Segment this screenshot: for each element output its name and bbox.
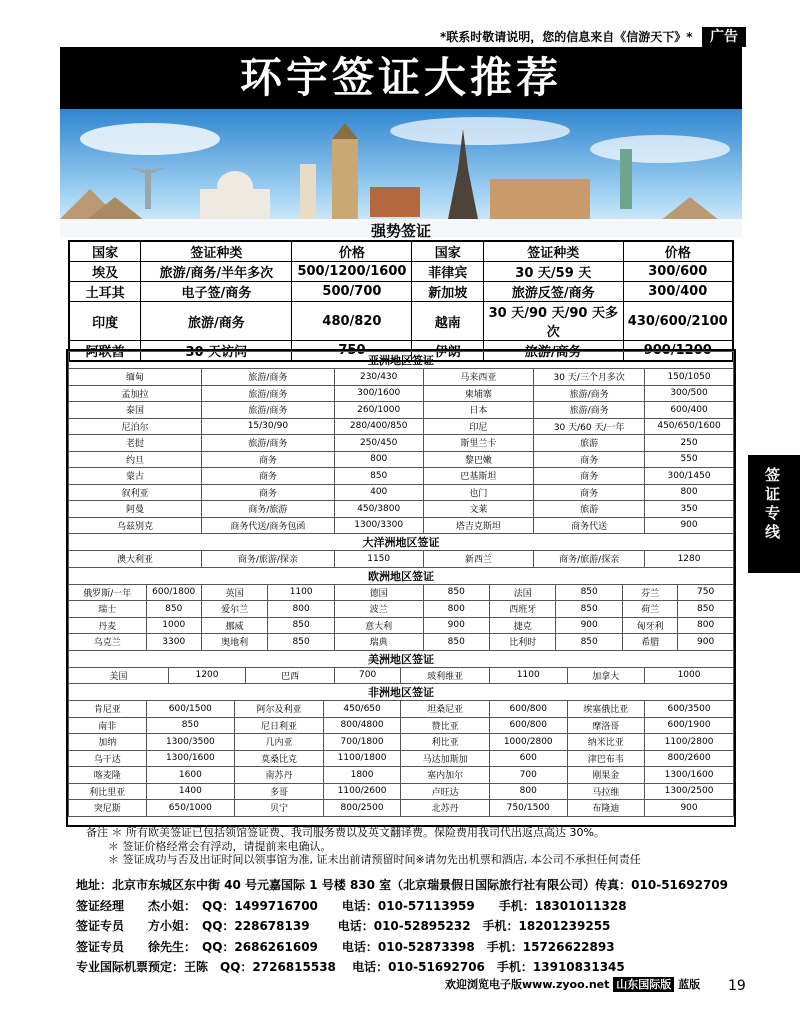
table-cell: 600 <box>489 750 567 767</box>
table-cell: 丹麦 <box>69 617 147 634</box>
notes <box>86 826 641 867</box>
table-cell: 300/600 <box>623 262 733 282</box>
table-cell: 700 <box>489 767 567 784</box>
strong-visa-table <box>68 240 734 362</box>
column-header: 签证种类 <box>141 241 292 262</box>
table-cell: 澳大利亚 <box>69 551 202 568</box>
table-cell: 600/1800 <box>146 584 201 601</box>
table-cell: 旅游/商务 <box>534 402 645 419</box>
table-cell: 芬兰 <box>622 584 677 601</box>
table-cell: 1000/2800 <box>489 734 567 751</box>
table-cell: 希腊 <box>622 634 677 651</box>
table-cell: 尼日利亚 <box>235 717 324 734</box>
table-cell: 900 <box>556 617 622 634</box>
table-cell: 1400 <box>146 783 235 800</box>
table-row <box>69 783 734 800</box>
table-cell: 黎巴嫩 <box>423 451 534 468</box>
table-cell: 商务/旅游 <box>201 501 334 518</box>
table-row <box>69 501 734 518</box>
contact-line: 签证经理 杰小姐： QQ：1499716700 电话：010-57113959 手机：18301011328 <box>76 898 627 913</box>
table-row <box>69 617 734 634</box>
table-cell: 850 <box>334 468 423 485</box>
table-cell: 900 <box>645 800 734 817</box>
table-cell: 1150 <box>334 551 423 568</box>
table-cell: 意大利 <box>334 617 423 634</box>
footer <box>445 976 700 992</box>
oceania-section-title: 大洋洲地区签证 <box>69 534 734 551</box>
table-cell: 商务 <box>534 468 645 485</box>
table-cell: 马来西亚 <box>423 369 534 386</box>
table-cell: 塔吉克斯坦 <box>423 517 534 534</box>
table-row <box>69 468 734 485</box>
column-header: 签证种类 <box>484 241 623 262</box>
table-cell: 北苏丹 <box>401 800 490 817</box>
table-row <box>69 734 734 751</box>
table-cell: 瑞典 <box>334 634 423 651</box>
table-cell: 3300 <box>146 634 201 651</box>
table-cell: 旅游 <box>534 501 645 518</box>
europe-section-title: 欧洲地区签证 <box>69 567 734 584</box>
table-row <box>69 634 734 651</box>
table-row <box>69 767 734 784</box>
table-cell: 900 <box>423 617 489 634</box>
table-cell: 800/2500 <box>323 800 401 817</box>
table-cell: 印尼 <box>423 418 534 435</box>
table-cell: 商务 <box>534 451 645 468</box>
table-cell: 旅游 <box>534 435 645 452</box>
table-cell: 1300/2500 <box>645 783 734 800</box>
table-header-row <box>69 241 733 262</box>
table-cell: 巴基斯坦 <box>423 468 534 485</box>
table-cell: 300/1450 <box>645 468 734 485</box>
table-cell: 450/3800 <box>334 501 423 518</box>
note-line: 备注 ＊ 所有欧美签证已包括领馆签证费、我司服务费以及英文翻译费。保险费用我司代出返点高达 30%。 <box>86 826 605 839</box>
table-cell: 菲律宾 <box>412 262 484 282</box>
table-cell: 约旦 <box>69 451 202 468</box>
table-cell: 750/1500 <box>489 800 567 817</box>
edition-label: 蓝版 <box>678 978 701 991</box>
table-cell: 1100/1800 <box>323 750 401 767</box>
table-cell: 阿曼 <box>69 501 202 518</box>
table-cell: 挪威 <box>201 617 267 634</box>
table-cell: 450/650/1600 <box>645 418 734 435</box>
table-cell: 商务/旅游/探亲 <box>201 551 334 568</box>
table-cell: 250/450 <box>334 435 423 452</box>
table-cell: 850 <box>423 584 489 601</box>
table-cell: 600/1500 <box>146 701 235 718</box>
table-cell: 旅游/商务 <box>484 341 623 362</box>
table-cell: 900 <box>678 634 734 651</box>
table-cell: 旅游反签/商务 <box>484 282 623 302</box>
table-cell: 旅游/商务 <box>201 385 334 402</box>
table-cell: 孟加拉 <box>69 385 202 402</box>
table-cell: 土耳其 <box>69 282 141 302</box>
table-cell: 800 <box>423 601 489 618</box>
page-number: 19 <box>728 978 746 994</box>
table-row <box>69 302 733 341</box>
table-cell: 乌兹别克 <box>69 517 202 534</box>
table-cell: 玻利维亚 <box>401 667 490 684</box>
table-row <box>69 800 734 817</box>
table-cell: 俄罗斯/一年 <box>69 584 147 601</box>
table-cell: 280/400/850 <box>334 418 423 435</box>
table-cell: 850 <box>268 634 334 651</box>
address-line: 地址：北京市东城区东中街 40 号元嘉国际 1 号楼 830 室（北京瑞景假日国际旅行社有限公司）传真：010-51692709 <box>76 878 728 892</box>
table-cell: 1280 <box>645 551 734 568</box>
table-cell: 850 <box>678 601 734 618</box>
table-cell: 斯里兰卡 <box>423 435 534 452</box>
table-cell: 850 <box>556 584 622 601</box>
table-cell: 旅游/商务/半年多次 <box>141 262 292 282</box>
africa-section-title: 非洲地区签证 <box>69 684 734 701</box>
table-cell: 1100 <box>489 667 567 684</box>
table-cell: 商务/旅游/探亲 <box>534 551 645 568</box>
table-cell: 800 <box>334 451 423 468</box>
table-cell: 突尼斯 <box>69 800 147 817</box>
table-cell: 尼泊尔 <box>69 418 202 435</box>
table-cell: 塞内加尔 <box>401 767 490 784</box>
table-cell: 260/1000 <box>334 402 423 419</box>
contact-note: *联系时敬请说明，您的信息来自《信游天下》* <box>440 30 693 44</box>
table-cell: 30 天/59 天 <box>484 262 623 282</box>
table-cell: 480/820 <box>292 302 412 341</box>
section-header <box>69 684 734 701</box>
table-cell: 摩洛哥 <box>567 717 645 734</box>
table-row <box>69 750 734 767</box>
table-cell: 1200 <box>168 667 246 684</box>
table-cell: 850 <box>556 634 622 651</box>
table-cell: 1300/3500 <box>146 734 235 751</box>
note-line: ＊ 签证成功与否及出证时间以领事馆为准, 证未出前请预留时间※请勿先出机票和酒店, 本公司不承担任何责任 <box>108 853 641 866</box>
table-cell: 缅甸 <box>69 369 202 386</box>
section-header <box>69 352 734 369</box>
table-cell: 新加坡 <box>412 282 484 302</box>
table-cell: 卢旺达 <box>401 783 490 800</box>
table-cell: 印度 <box>69 302 141 341</box>
table-cell: 1600 <box>146 767 235 784</box>
table-cell: 15/30/90 <box>201 418 334 435</box>
table-cell: 比利时 <box>489 634 555 651</box>
table-cell: 1100 <box>268 584 334 601</box>
table-cell: 750 <box>678 584 734 601</box>
table-cell: 埃及 <box>69 262 141 282</box>
table-cell: 800 <box>268 601 334 618</box>
table-cell: 贝宁 <box>235 800 324 817</box>
table-row <box>69 385 734 402</box>
table-cell: 500/700 <box>292 282 412 302</box>
table-row <box>69 484 734 501</box>
landmarks-illustration <box>60 109 742 237</box>
table-cell: 布隆迪 <box>567 800 645 817</box>
table-cell: 利比亚 <box>401 734 490 751</box>
table-cell: 700/1800 <box>323 734 401 751</box>
column-header: 价格 <box>292 241 412 262</box>
table-cell: 西班牙 <box>489 601 555 618</box>
table-cell: 1300/3300 <box>334 517 423 534</box>
table-cell: 南苏丹 <box>235 767 324 784</box>
contact-info <box>60 875 742 978</box>
contact-line: 签证专员 徐先生： QQ：2686261609 电话：010-52873398 手机：15726622893 <box>76 939 615 954</box>
table-cell: 450/650 <box>323 701 401 718</box>
table-cell: 津巴布韦 <box>567 750 645 767</box>
america-section-title: 美洲地区签证 <box>69 650 734 667</box>
table-cell: 纳米比亚 <box>567 734 645 751</box>
table-cell: 匈牙利 <box>622 617 677 634</box>
table-cell: 坦桑尼亚 <box>401 701 490 718</box>
table-cell: 阿联酋 <box>69 341 141 362</box>
table-cell: 肯尼亚 <box>69 701 147 718</box>
asia-section-title: 亚洲地区签证 <box>69 352 734 369</box>
table-cell: 600/3500 <box>645 701 734 718</box>
table-cell: 文莱 <box>423 501 534 518</box>
table-cell: 瑞士 <box>69 601 147 618</box>
table-cell: 600/800 <box>489 717 567 734</box>
table-cell: 700 <box>334 667 400 684</box>
table-cell: 1800 <box>323 767 401 784</box>
table-row <box>69 418 734 435</box>
table-cell: 600/800 <box>489 701 567 718</box>
table-cell: 30 天/三个月多次 <box>534 369 645 386</box>
table-cell: 800/4800 <box>323 717 401 734</box>
table-cell: 600/1900 <box>645 717 734 734</box>
table-cell: 伊朗 <box>412 341 484 362</box>
table-cell: 商务 <box>534 484 645 501</box>
table-cell: 也门 <box>423 484 534 501</box>
table-cell: 430/600/2100 <box>623 302 733 341</box>
table-row <box>69 584 734 601</box>
table-cell: 爱尔兰 <box>201 601 267 618</box>
footer-text: 欢迎浏览电子版www.zyoo.net <box>445 978 610 991</box>
table-row <box>69 451 734 468</box>
table-cell: 马拉维 <box>567 783 645 800</box>
strong-visa-title: 强势签证 <box>370 222 431 240</box>
regional-visa-table <box>66 349 736 827</box>
table-cell: 莫桑比克 <box>235 750 324 767</box>
table-cell: 加拿大 <box>567 667 645 684</box>
table-cell: 几内亚 <box>235 734 324 751</box>
table-cell: 旅游/商务 <box>534 385 645 402</box>
note-line: ＊ 签证价格经常会有浮动，请提前来电确认。 <box>108 839 332 853</box>
table-cell: 800 <box>489 783 567 800</box>
side-tab: 签证专线 <box>748 455 800 573</box>
table-cell: 商务代送 <box>534 517 645 534</box>
table-cell: 越南 <box>412 302 484 341</box>
column-header: 国家 <box>412 241 484 262</box>
section-header <box>69 650 734 667</box>
table-cell: 赞比亚 <box>401 717 490 734</box>
table-cell: 850 <box>556 601 622 618</box>
table-cell: 埃塞俄比亚 <box>567 701 645 718</box>
table-row <box>69 551 734 568</box>
table-cell: 叙利亚 <box>69 484 202 501</box>
table-cell: 商务 <box>201 484 334 501</box>
table-cell: 商务 <box>201 451 334 468</box>
table-cell: 波兰 <box>334 601 423 618</box>
table-cell: 荷兰 <box>622 601 677 618</box>
table-cell: 旅游/商务 <box>201 369 334 386</box>
table-cell: 奥地利 <box>201 634 267 651</box>
table-cell: 利比里亚 <box>69 783 147 800</box>
table-cell: 900 <box>645 517 734 534</box>
table-cell: 南非 <box>69 717 147 734</box>
table-cell: 800 <box>678 617 734 634</box>
table-cell: 350 <box>645 501 734 518</box>
publication-label: 山东国际版 <box>613 977 674 992</box>
table-cell: 柬埔寨 <box>423 385 534 402</box>
table-cell: 1100/2600 <box>323 783 401 800</box>
table-cell: 老挝 <box>69 435 202 452</box>
table-cell: 旅游/商务 <box>201 402 334 419</box>
column-header: 价格 <box>623 241 733 262</box>
table-cell: 1300/1600 <box>146 750 235 767</box>
table-cell: 500/1200/1600 <box>292 262 412 282</box>
table-cell: 650/1000 <box>146 800 235 817</box>
table-cell: 600/400 <box>645 402 734 419</box>
page-title: 环宇签证大推荐 <box>60 47 742 109</box>
column-header: 国家 <box>69 241 141 262</box>
table-cell: 德国 <box>334 584 423 601</box>
table-cell: 刚果金 <box>567 767 645 784</box>
table-cell: 1000 <box>146 617 201 634</box>
table-cell: 800/2600 <box>645 750 734 767</box>
table-cell: 750 <box>292 341 412 362</box>
table-cell: 电子签/商务 <box>141 282 292 302</box>
table-cell: 300/1600 <box>334 385 423 402</box>
table-cell: 加纳 <box>69 734 147 751</box>
table-row <box>69 402 734 419</box>
table-cell: 550 <box>645 451 734 468</box>
table-cell: 乌克兰 <box>69 634 147 651</box>
table-cell: 商务代送/商务包函 <box>201 517 334 534</box>
table-cell: 旅游/商务 <box>201 435 334 452</box>
table-row <box>69 282 733 302</box>
table-cell: 300/500 <box>645 385 734 402</box>
table-cell: 150/1050 <box>645 369 734 386</box>
table-cell: 850 <box>146 601 201 618</box>
table-cell: 法国 <box>489 584 555 601</box>
table-row <box>69 701 734 718</box>
table-cell: 900/1200 <box>623 341 733 362</box>
table-cell: 850 <box>146 717 235 734</box>
table-cell: 商务 <box>201 468 334 485</box>
table-cell: 蒙古 <box>69 468 202 485</box>
table-cell: 30 天/60 天/一年 <box>534 418 645 435</box>
table-row <box>69 435 734 452</box>
table-cell: 30 天/90 天/90 天多次 <box>484 302 623 341</box>
table-cell: 巴西 <box>246 667 335 684</box>
table-cell: 喀麦隆 <box>69 767 147 784</box>
table-cell: 泰国 <box>69 402 202 419</box>
table-row <box>69 667 734 684</box>
table-cell: 30 天访问 <box>141 341 292 362</box>
contact-line: 签证专员 方小姐： QQ：228678139 电话：010-52895232 手机：18201239255 <box>76 919 611 933</box>
table-cell: 850 <box>423 634 489 651</box>
table-cell: 1100/2800 <box>645 734 734 751</box>
table-cell: 多哥 <box>235 783 324 800</box>
table-cell: 乌干达 <box>69 750 147 767</box>
table-cell: 850 <box>268 617 334 634</box>
table-cell: 英国 <box>201 584 267 601</box>
table-cell: 日本 <box>423 402 534 419</box>
table-cell: 800 <box>645 484 734 501</box>
ad-label: 广告 <box>702 27 746 47</box>
table-cell: 230/430 <box>334 369 423 386</box>
table-cell: 新西兰 <box>423 551 534 568</box>
section-header <box>69 567 734 584</box>
table-row <box>69 369 734 386</box>
section-header <box>69 534 734 551</box>
table-cell: 马达加斯加 <box>401 750 490 767</box>
table-cell: 300/400 <box>623 282 733 302</box>
table-cell: 旅游/商务 <box>141 302 292 341</box>
table-row <box>69 517 734 534</box>
table-cell: 400 <box>334 484 423 501</box>
table-row <box>69 717 734 734</box>
table-cell: 1000 <box>645 667 734 684</box>
table-row <box>69 262 733 282</box>
table-cell: 1300/1600 <box>645 767 734 784</box>
table-cell: 250 <box>645 435 734 452</box>
table-row <box>69 601 734 618</box>
table-cell: 阿尔及利亚 <box>235 701 324 718</box>
table-cell: 美国 <box>69 667 169 684</box>
table-cell: 捷克 <box>489 617 555 634</box>
contact-line: 专业国际机票预定：王陈 QQ：2726815538 电话：010-51692706 手机：13910831345 <box>76 960 625 974</box>
